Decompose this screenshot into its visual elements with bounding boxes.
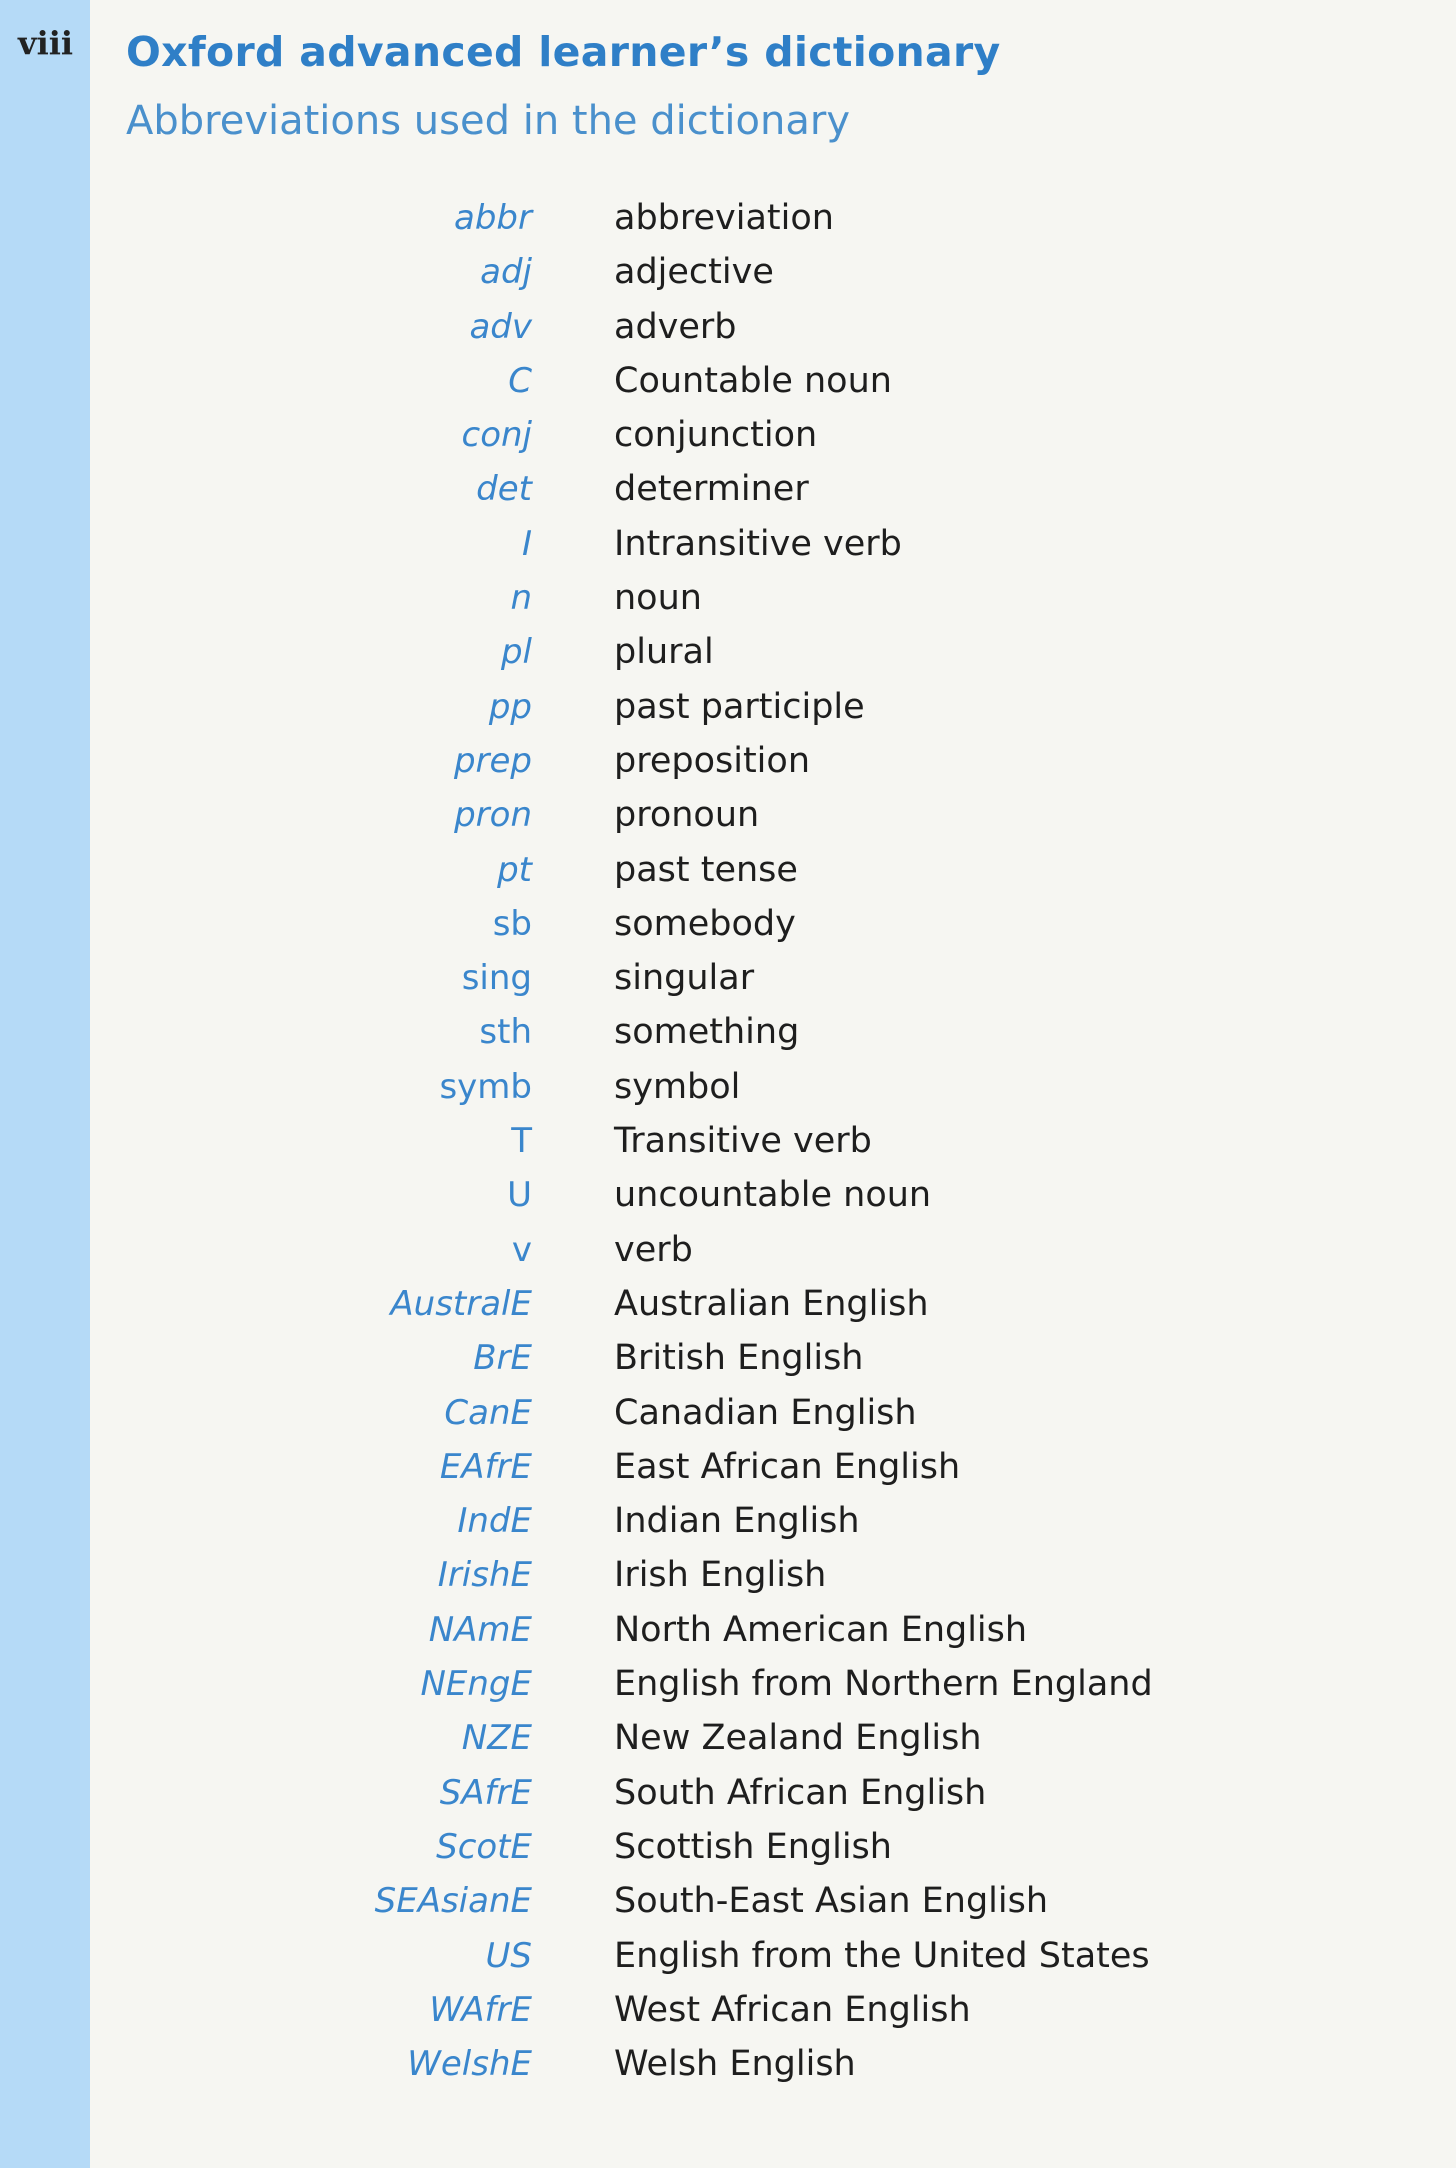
abbreviation-meaning: North American English: [614, 1609, 1028, 1650]
abbreviation-meaning: pronoun: [614, 795, 760, 836]
abbreviation-meaning: noun: [614, 578, 702, 619]
abbreviation-meaning: past participle: [614, 686, 865, 727]
abbreviations-list: [300, 198, 1200, 2098]
abbreviation-term: pron: [454, 795, 532, 836]
abbreviation-term: adv: [469, 306, 532, 347]
abbreviation-row: [300, 1664, 1200, 1718]
abbreviation-term: abbr: [454, 198, 532, 238]
abbreviation-row: [300, 1284, 1200, 1338]
abbreviation-term: det: [476, 469, 532, 510]
abbreviation-meaning: somebody: [614, 903, 796, 944]
abbreviation-row: [300, 2044, 1200, 2098]
abbreviation-meaning: singular: [614, 958, 755, 999]
abbreviation-meaning: East African English: [614, 1446, 961, 1487]
abbreviation-row: [300, 687, 1200, 741]
abbreviation-meaning: English from the United States: [614, 1935, 1150, 1976]
page-number: viii: [18, 24, 74, 62]
abbreviation-meaning: verb: [614, 1229, 693, 1270]
abbreviation-term: U: [507, 1175, 532, 1216]
abbreviation-row: [300, 252, 1200, 306]
abbreviation-term: n: [510, 578, 532, 619]
abbreviation-row: [300, 1827, 1200, 1881]
abbreviation-row: [300, 361, 1200, 415]
abbreviation-meaning: determiner: [614, 469, 809, 510]
abbreviation-row: [300, 1121, 1200, 1175]
abbreviation-meaning: Countable noun: [614, 360, 892, 401]
abbreviation-meaning: South African English: [614, 1772, 987, 1813]
abbreviation-meaning: Welsh English: [614, 2044, 856, 2085]
abbreviation-term: sing: [461, 958, 532, 999]
abbreviation-term: AustralE: [390, 1283, 532, 1324]
abbreviation-meaning: English from Northern England: [614, 1664, 1153, 1705]
abbreviation-row: [300, 1338, 1200, 1392]
abbreviation-row: [300, 578, 1200, 632]
abbreviation-row: [300, 1447, 1200, 1501]
abbreviation-row: [300, 415, 1200, 469]
abbreviation-meaning: adverb: [614, 306, 737, 347]
abbreviation-row: [300, 1936, 1200, 1990]
abbreviation-term: BrE: [473, 1338, 532, 1379]
abbreviation-row: [300, 632, 1200, 686]
abbreviation-row: [300, 1990, 1200, 2044]
abbreviation-meaning: adjective: [614, 252, 774, 293]
abbreviation-meaning: preposition: [614, 740, 811, 781]
abbreviation-term: NEngE: [420, 1664, 532, 1705]
abbreviation-meaning: Transitive verb: [614, 1121, 872, 1162]
abbreviation-meaning: Scottish English: [614, 1826, 892, 1867]
abbreviation-meaning: Intransitive verb: [614, 523, 902, 564]
abbreviation-term: prep: [453, 740, 532, 781]
abbreviation-term: CanE: [444, 1392, 532, 1433]
abbreviation-meaning: Indian English: [614, 1501, 860, 1542]
abbreviation-term: NAmE: [428, 1609, 532, 1650]
abbreviation-term: I: [521, 523, 532, 564]
abbreviation-row: [300, 904, 1200, 958]
abbreviation-row: [300, 307, 1200, 361]
abbreviation-term: T: [511, 1121, 532, 1162]
abbreviation-row: [300, 1067, 1200, 1121]
abbreviation-meaning: South-East Asian English: [614, 1881, 1049, 1922]
abbreviation-term: WelshE: [407, 2044, 532, 2085]
abbreviation-term: conj: [461, 415, 532, 456]
abbreviation-row: [300, 1773, 1200, 1827]
page-margin-band: [0, 0, 90, 2168]
abbreviation-row: [300, 1230, 1200, 1284]
abbreviation-term: symb: [439, 1066, 532, 1107]
abbreviation-term: v: [511, 1229, 532, 1270]
abbreviation-row: [300, 1881, 1200, 1935]
abbreviation-meaning: past tense: [614, 849, 798, 890]
abbreviation-term: US: [485, 1935, 532, 1976]
abbreviation-meaning: Irish English: [614, 1555, 827, 1596]
abbreviation-row: [300, 850, 1200, 904]
abbreviation-meaning: conjunction: [614, 415, 818, 456]
abbreviation-term: pp: [488, 686, 532, 727]
abbreviation-row: [300, 1610, 1200, 1664]
abbreviation-row: [300, 1393, 1200, 1447]
abbreviation-row: [300, 1501, 1200, 1555]
abbreviation-term: pl: [500, 632, 532, 673]
abbreviation-term: sb: [492, 903, 532, 944]
abbreviation-term: NZE: [461, 1718, 532, 1759]
abbreviation-meaning: abbreviation: [614, 198, 834, 238]
abbreviation-row: [300, 524, 1200, 578]
abbreviation-row: [300, 198, 1200, 252]
abbreviation-term: IrishE: [437, 1555, 532, 1596]
abbreviation-meaning: something: [614, 1012, 800, 1053]
abbreviation-row: [300, 1718, 1200, 1772]
abbreviation-meaning: Australian English: [614, 1283, 929, 1324]
page-subtitle: Abbreviations used in the dictionary: [126, 98, 850, 144]
abbreviation-row: [300, 469, 1200, 523]
abbreviation-term: WAfrE: [429, 1989, 532, 2030]
abbreviation-row: [300, 958, 1200, 1012]
abbreviation-term: SEAsianE: [374, 1881, 532, 1922]
abbreviation-row: [300, 1012, 1200, 1066]
abbreviation-meaning: West African English: [614, 1989, 971, 2030]
abbreviation-meaning: British English: [614, 1338, 864, 1379]
abbreviation-term: IndE: [457, 1501, 532, 1542]
abbreviation-meaning: New Zealand English: [614, 1718, 982, 1759]
abbreviation-term: adj: [480, 252, 532, 293]
abbreviation-meaning: symbol: [614, 1066, 741, 1107]
abbreviation-term: SAfrE: [439, 1772, 532, 1813]
abbreviation-term: pt: [497, 849, 532, 890]
abbreviation-term: ScotE: [436, 1826, 532, 1867]
abbreviation-row: [300, 795, 1200, 849]
abbreviation-row: [300, 1555, 1200, 1609]
abbreviation-meaning: Canadian English: [614, 1392, 917, 1433]
abbreviation-row: [300, 1175, 1200, 1229]
abbreviation-term: C: [508, 360, 532, 401]
abbreviation-row: [300, 741, 1200, 795]
abbreviation-meaning: plural: [614, 632, 714, 673]
abbreviation-term: sth: [479, 1012, 532, 1053]
page-title: Oxford advanced learner’s dictionary: [126, 28, 1001, 76]
abbreviation-meaning: uncountable noun: [614, 1175, 932, 1216]
abbreviation-term: EAfrE: [439, 1446, 532, 1487]
